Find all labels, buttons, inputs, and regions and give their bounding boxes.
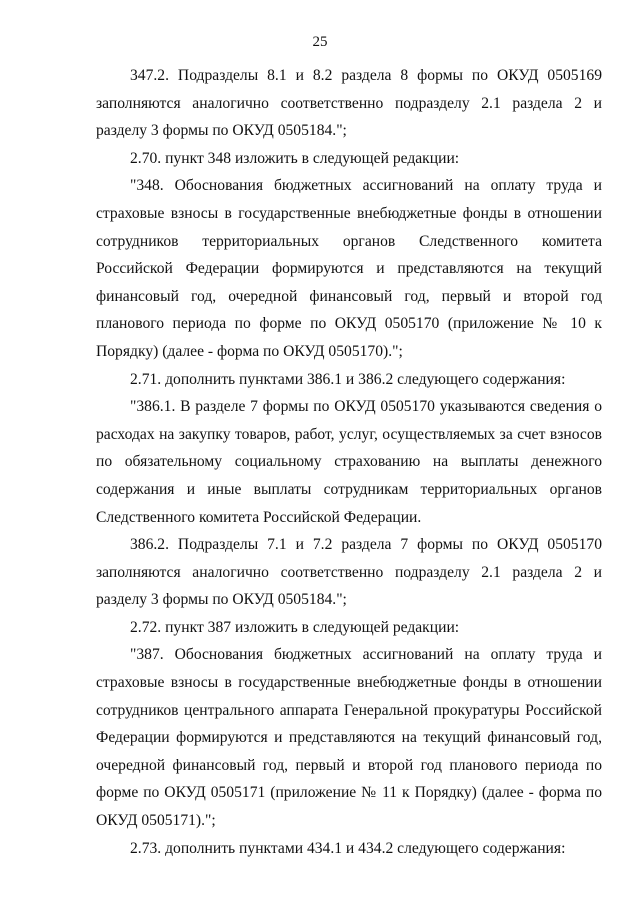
document-body: [96, 62, 602, 862]
paragraph-348: "348. Обоснования бюджетных ассигнований на оплату труда и страховые взносы в государственные внебюджетные фонды в отношении сотрудников территориальных органов Следственного комитета Российской Федерации формируются и представляются на текущий финансовый год, очередной финансовый год, первый и второй год планового периода по форме по ОКУД 0505170 (приложение № 10 к Порядку) (далее - форма по ОКУД 0505170).";: [96, 177, 602, 360]
paragraph-387: "387. Обоснования бюджетных ассигнований на оплату труда и страховые взносы в государственные внебюджетные фонды в отношении сотрудников центрального аппарата Генеральной прокуратуры Российской Федерации формируются и представляются на текущий финансовый год, очередной финансовый год, первый и второй год планового периода по форме по ОКУД 0505171 (приложение № 11 к Порядку) (далее - форма по ОКУД 0505171).";: [96, 646, 602, 830]
page-number: 25: [312, 34, 328, 50]
paragraph-347-2: 347.2. Подразделы 8.1 и 8.2 раздела 8 формы по ОКУД 0505169 заполняются аналогично соответственно подразделу 2.1 раздела 2 и разделу 3 формы по ОКУД 0505184.";: [96, 67, 602, 140]
paragraph-386-2: 386.2. Подразделы 7.1 и 7.2 раздела 7 формы по ОКУД 0505170 заполняются аналогично соответственно подразделу 2.1 раздела 2 и разделу 3 формы по ОКУД 0505184.";: [96, 536, 602, 609]
paragraph-2-73: 2.73. дополнить пунктами 434.1 и 434.2 следующего содержания:: [130, 839, 566, 857]
paragraph-2-70: 2.70. пункт 348 изложить в следующей редакции:: [130, 149, 460, 167]
paragraph-386-1: "386.1. В разделе 7 формы по ОКУД 0505170 указываются сведения о расходах на закупку товаров, работ, услуг, осуществляемых за счет взносов по обязательному социальному страхованию на выплаты денежного содержания и иные выплаты сотрудникам территориальных органов Следственного комитета Российской Федерации.: [96, 398, 602, 526]
paragraph-2-72: 2.72. пункт 387 изложить в следующей редакции:: [130, 618, 460, 636]
paragraph-2-71: 2.71. дополнить пунктами 386.1 и 386.2 следующего содержания:: [130, 370, 566, 388]
